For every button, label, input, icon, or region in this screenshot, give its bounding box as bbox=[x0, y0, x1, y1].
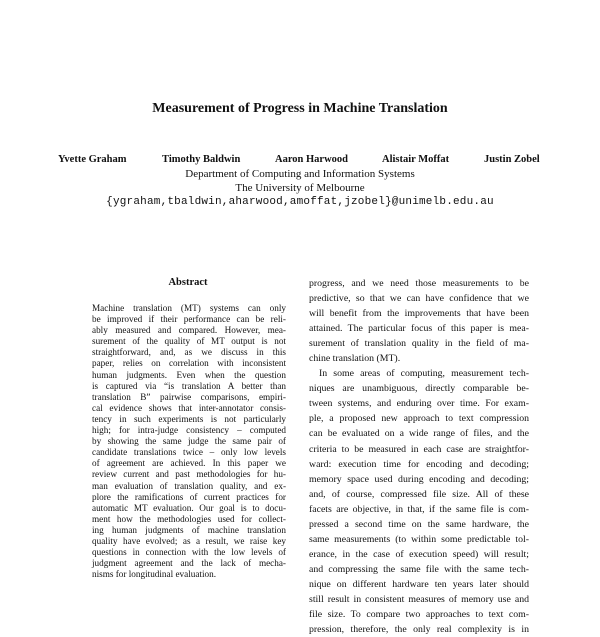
body-text bbox=[309, 276, 529, 637]
body-line: and compressing the same file with the same tech- bbox=[309, 563, 529, 575]
body-line: predictive, so that we can have confidence that we bbox=[309, 293, 529, 305]
abstract-line: translation B” pairwise comparisons, empiri- bbox=[92, 391, 286, 402]
abstract-line: ably measured and compared. However, mea- bbox=[92, 325, 286, 336]
author-emails: {ygraham,tbaldwin,aharwood,amoffat,jzobel}@unimelb.edu.au bbox=[106, 196, 494, 208]
body-line: still result in consistent measures of memory use and bbox=[309, 593, 529, 605]
abstract-line: surement of the quality of MT output is not bbox=[92, 336, 286, 347]
affiliation-university: The University of Melbourne bbox=[235, 182, 365, 194]
body-line: file size. To compare two approaches to text com- bbox=[309, 609, 529, 621]
author-name: Justin Zobel bbox=[484, 154, 540, 165]
abstract-line: questions in connection with the low levels of bbox=[92, 547, 286, 558]
abstract-line: cal evidence shows that inter-annotator consis- bbox=[92, 402, 286, 413]
body-line: criteria to be measured in each case are straightfor- bbox=[309, 443, 529, 455]
abstract-line: review current and past methodologies for hu- bbox=[92, 469, 286, 480]
body-line: can be evaluated on a wide range of files, and the bbox=[309, 428, 529, 440]
abstract-line: paper, relies on correlation with inconsistent bbox=[92, 358, 286, 369]
body-line: surement of translation quality in the field of ma- bbox=[309, 338, 529, 350]
body-line: tween systems, and enduring over time. For exam- bbox=[309, 398, 529, 410]
abstract-line: be improved if their performance can be reli- bbox=[92, 314, 286, 325]
author-name: Timothy Baldwin bbox=[162, 154, 241, 165]
body-line: ple, a proposed new approach to text compression bbox=[309, 413, 529, 425]
abstract-line: judgment agreement and the lack of mecha- bbox=[92, 558, 286, 569]
paper-title: Measurement of Progress in Machine Translation bbox=[152, 101, 448, 116]
abstract-line: automatic MT evaluation. Our goal is to docu- bbox=[92, 502, 286, 513]
abstract-line: quality have evolved; as a result, we raise key bbox=[92, 535, 286, 546]
abstract-line: Machine translation (MT) systems can only bbox=[92, 303, 286, 313]
abstract-line: candidate translations twice – only low levels bbox=[92, 447, 286, 458]
author-name: Alistair Moffat bbox=[382, 154, 450, 165]
body-line: facets are objective, in that, if the same file is com- bbox=[309, 503, 529, 515]
body-line: will benefit from the improvements that have been bbox=[309, 308, 529, 320]
body-line: In some areas of computing, measurement tech- bbox=[319, 368, 529, 380]
abstract-line: straightforward, and, as we discuss in this bbox=[92, 347, 286, 358]
body-line: and, of course, compressed file size. All of these bbox=[309, 488, 529, 500]
author-name: Yvette Graham bbox=[58, 154, 127, 165]
body-line: niques are unambiguous, directly comparable be- bbox=[309, 383, 529, 395]
abstract-line: plore the ramifications of current practices for bbox=[92, 491, 286, 502]
abstract-line: of agreement are achieved. In this paper we bbox=[92, 458, 286, 469]
abstract-line: man evaluation of translation quality, and ex- bbox=[92, 480, 286, 491]
body-line: attained. The particular focus of this paper is mea- bbox=[309, 323, 529, 335]
abstract-line: tency in such experiments is not particularly bbox=[92, 413, 286, 424]
abstract-line: by showing the same judge the same pair of bbox=[92, 436, 286, 447]
abstract-text bbox=[92, 303, 286, 580]
body-line: ward: execution time for encoding and decoding; bbox=[309, 458, 529, 470]
body-line: pressed a second time on the same hardware, the bbox=[309, 518, 529, 530]
body-line: progress, and we need those measurements to be bbox=[309, 278, 529, 289]
abstract-line: is captured via “is translation A better than bbox=[92, 380, 286, 391]
body-line: pression, therefore, the only real complexity is in bbox=[309, 624, 529, 636]
abstract-line: nisms for longitudinal evaluation. bbox=[92, 569, 217, 580]
abstract-line: high; for intra-judge consistency – computed bbox=[92, 425, 286, 436]
body-line: erance, in the case of execution speed) will result; bbox=[309, 548, 529, 560]
abstract-heading: Abstract bbox=[168, 277, 208, 288]
abstract-line: ment how the methodologies used for collect- bbox=[92, 513, 286, 524]
affiliation-department: Department of Computing and Information Systems bbox=[185, 168, 415, 180]
body-line: same measurements (to within some predictable tol- bbox=[309, 533, 529, 545]
body-line: memory space used during encoding and decoding; bbox=[309, 473, 529, 485]
body-line: nique on different hardware ten years later should bbox=[309, 578, 529, 590]
abstract-line: ing human judgments of machine translation bbox=[92, 524, 286, 535]
abstract-line: human judgments. Even when the question bbox=[92, 369, 286, 380]
author-name: Aaron Harwood bbox=[275, 154, 349, 165]
body-line: chine translation (MT). bbox=[309, 353, 401, 365]
